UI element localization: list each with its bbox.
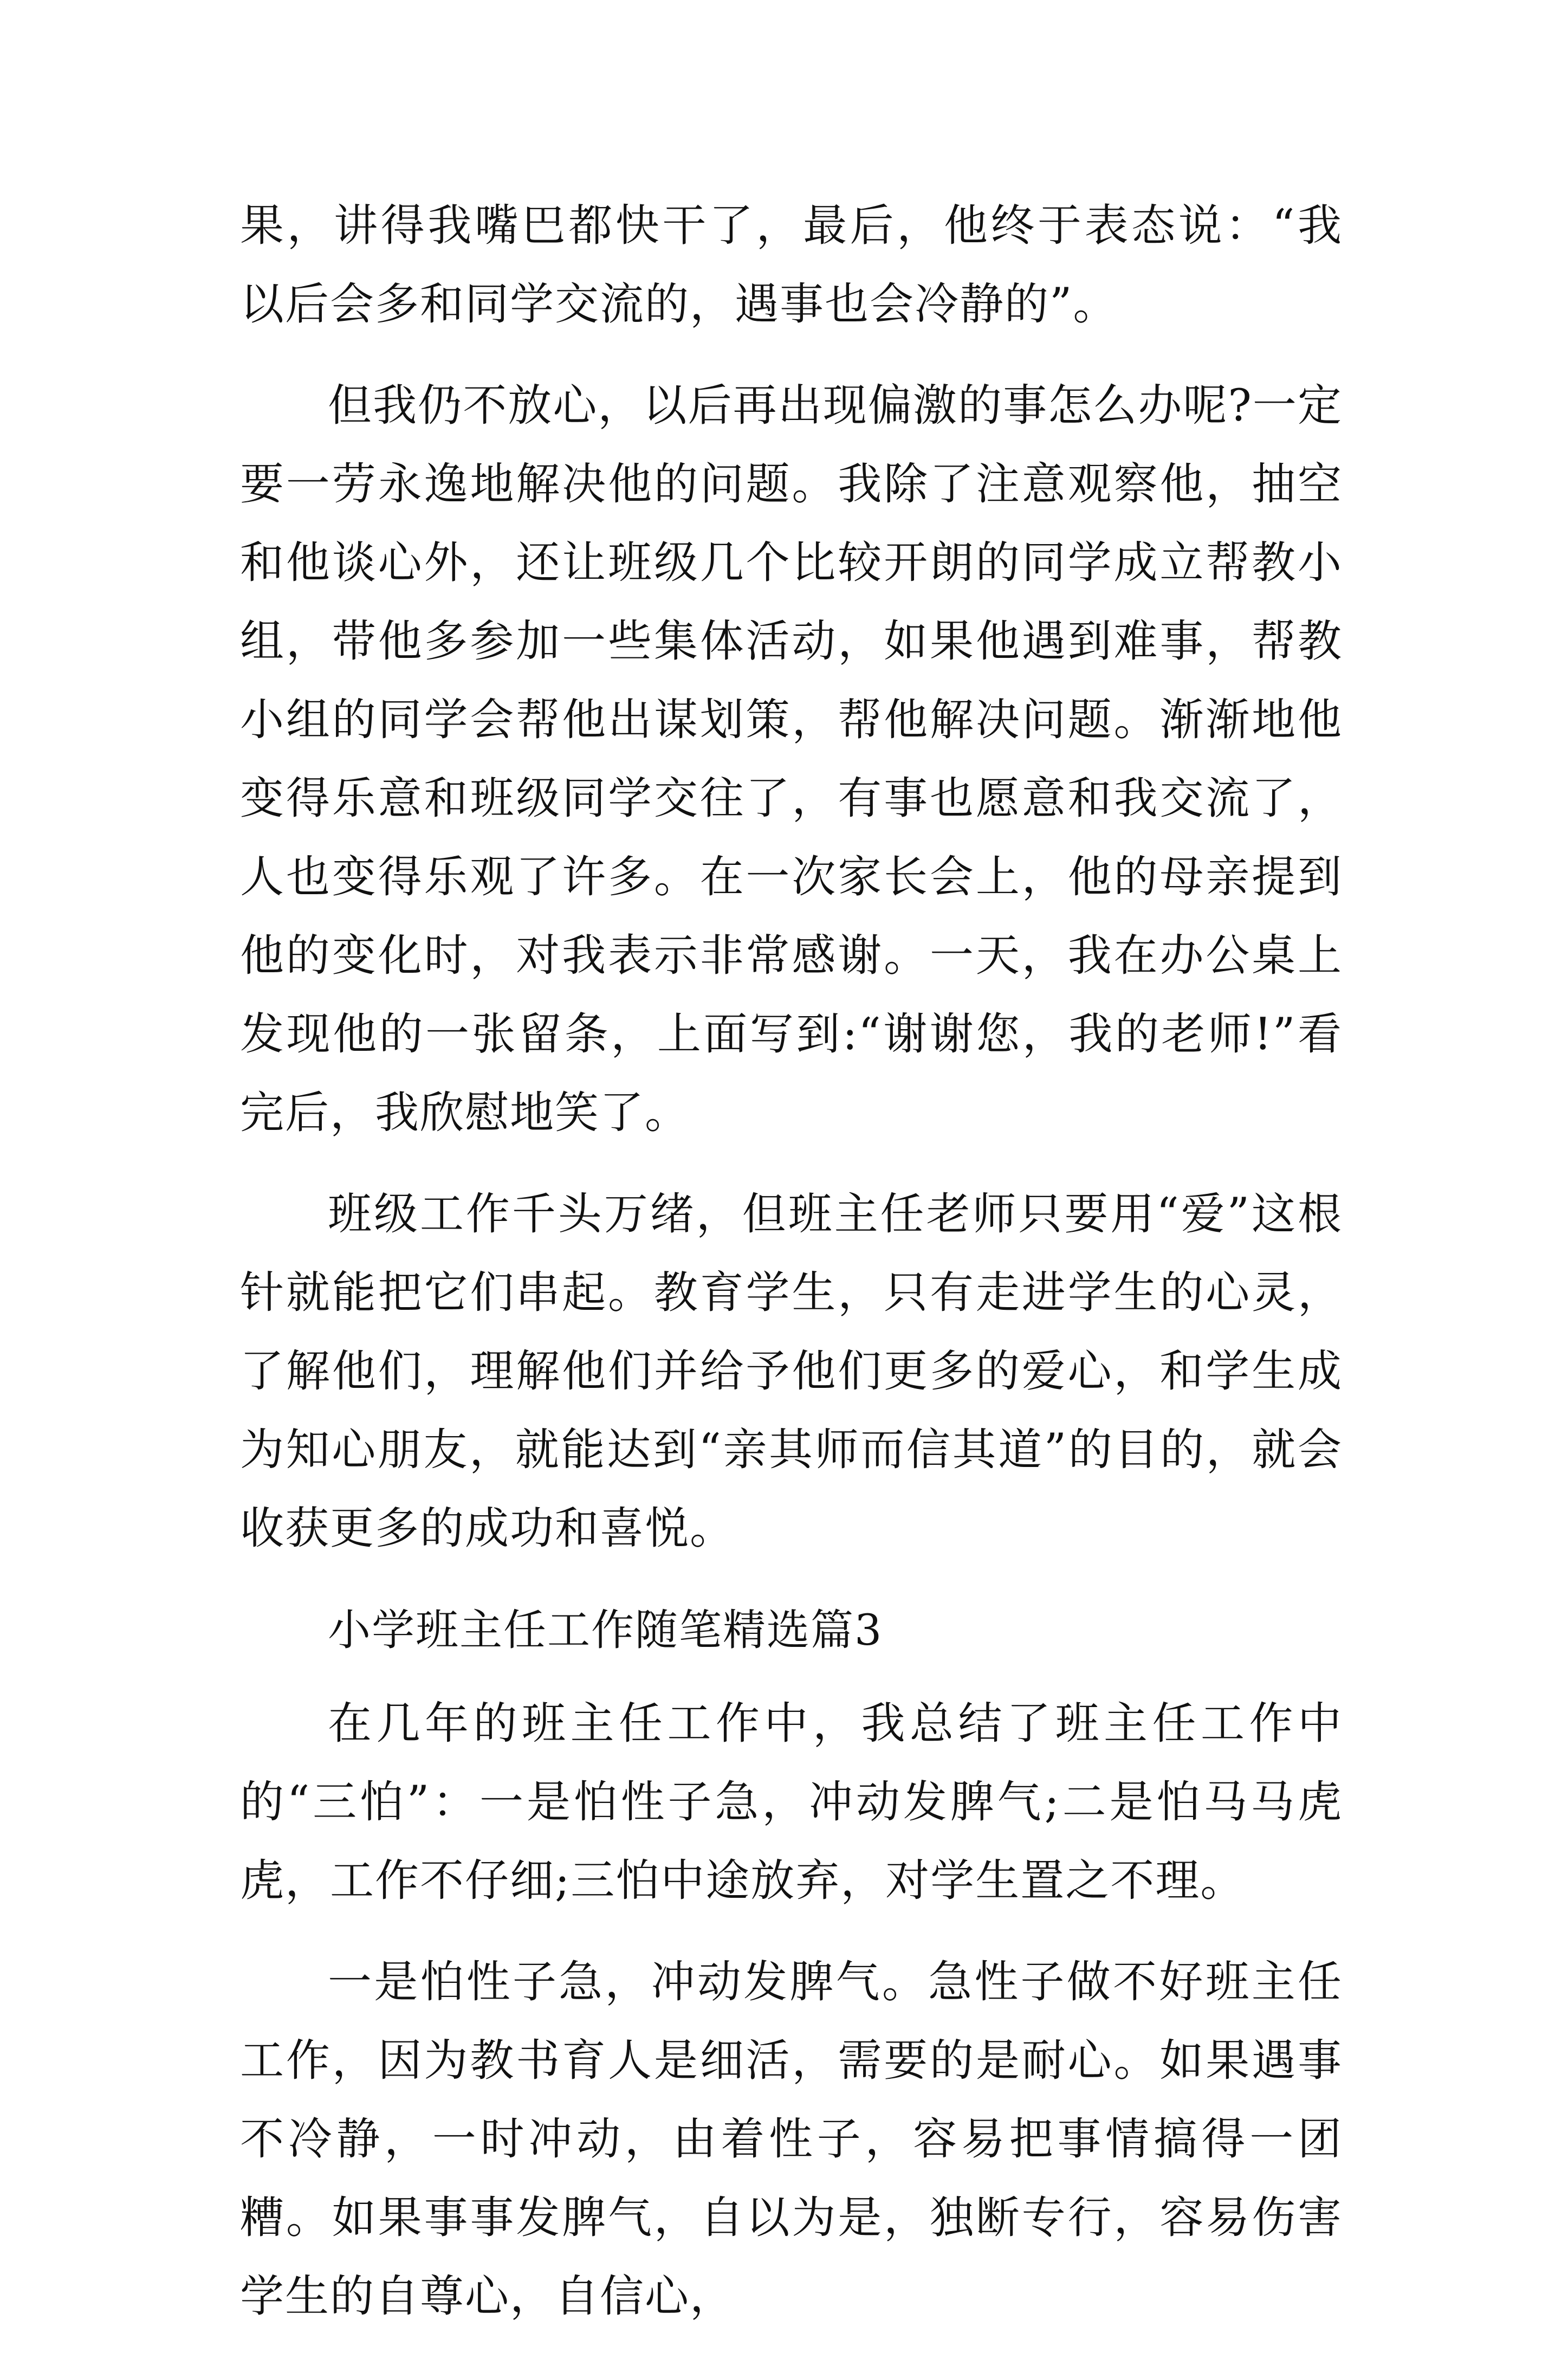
paragraph-3: 班级工作千头万绪，但班主任老师只要用“爱”这根针就能把它们串起。教育学生，只有走进学生的心灵，了解他们，理解他们并给予他们更多的爱心，和学生成为知心朋友，就能达到“亲其师而信其道”的目的，就会收获更多的成功和喜悦。 [240,1189,1343,1554]
paragraph-5: 一是怕性子急，冲动发脾气。急性子做不好班主任工作，因为教书育人是细活，需要的是耐心。如果遇事不冷静，一时冲动，由着性子，容易把事情搞得一团糟。如果事事发脾气，自以为是，独断专行，容易伤害学生的自尊心，自信心， [240,1957,1343,2322]
section-title: 小学班主任工作随笔精选篇3 [328,1605,883,1655]
paragraph-4: 在几年的班主任工作中，我总结了班主任工作中的“三怕”：一是怕性子急，冲动发脾气;二是怕马马虎虎，工作不仔细;三怕中途放弃，对学生置之不理。 [240,1698,1343,1906]
paragraph-1: 果，讲得我嘴巴都快干了，最后，他终于表态说：“我以后会多和同学交流的，遇事也会冷静的”。 [240,201,1343,330]
paragraph-2: 但我仍不放心，以后再出现偏激的事怎么办呢?一定要一劳永逸地解决他的问题。我除了注意观察他，抽空和他谈心外，还让班级几个比较开朗的同学成立帮教小组，带他多参加一些集体活动，如果他遇到难事，帮教小组的同学会帮他出谋划策，帮他解决问题。渐渐地他变得乐意和班级同学交往了，有事也愿意和我交流了，人也变得乐观了许多。在一次家长会上，他的母亲提到他的变化时，对我表示非常感谢。一天，我在办公桌上发现他的一张留条，上面写到:“谢谢您，我的老师!”看完后，我欣慰地笑了。 [240,380,1343,1139]
document-body [240,187,1343,2359]
